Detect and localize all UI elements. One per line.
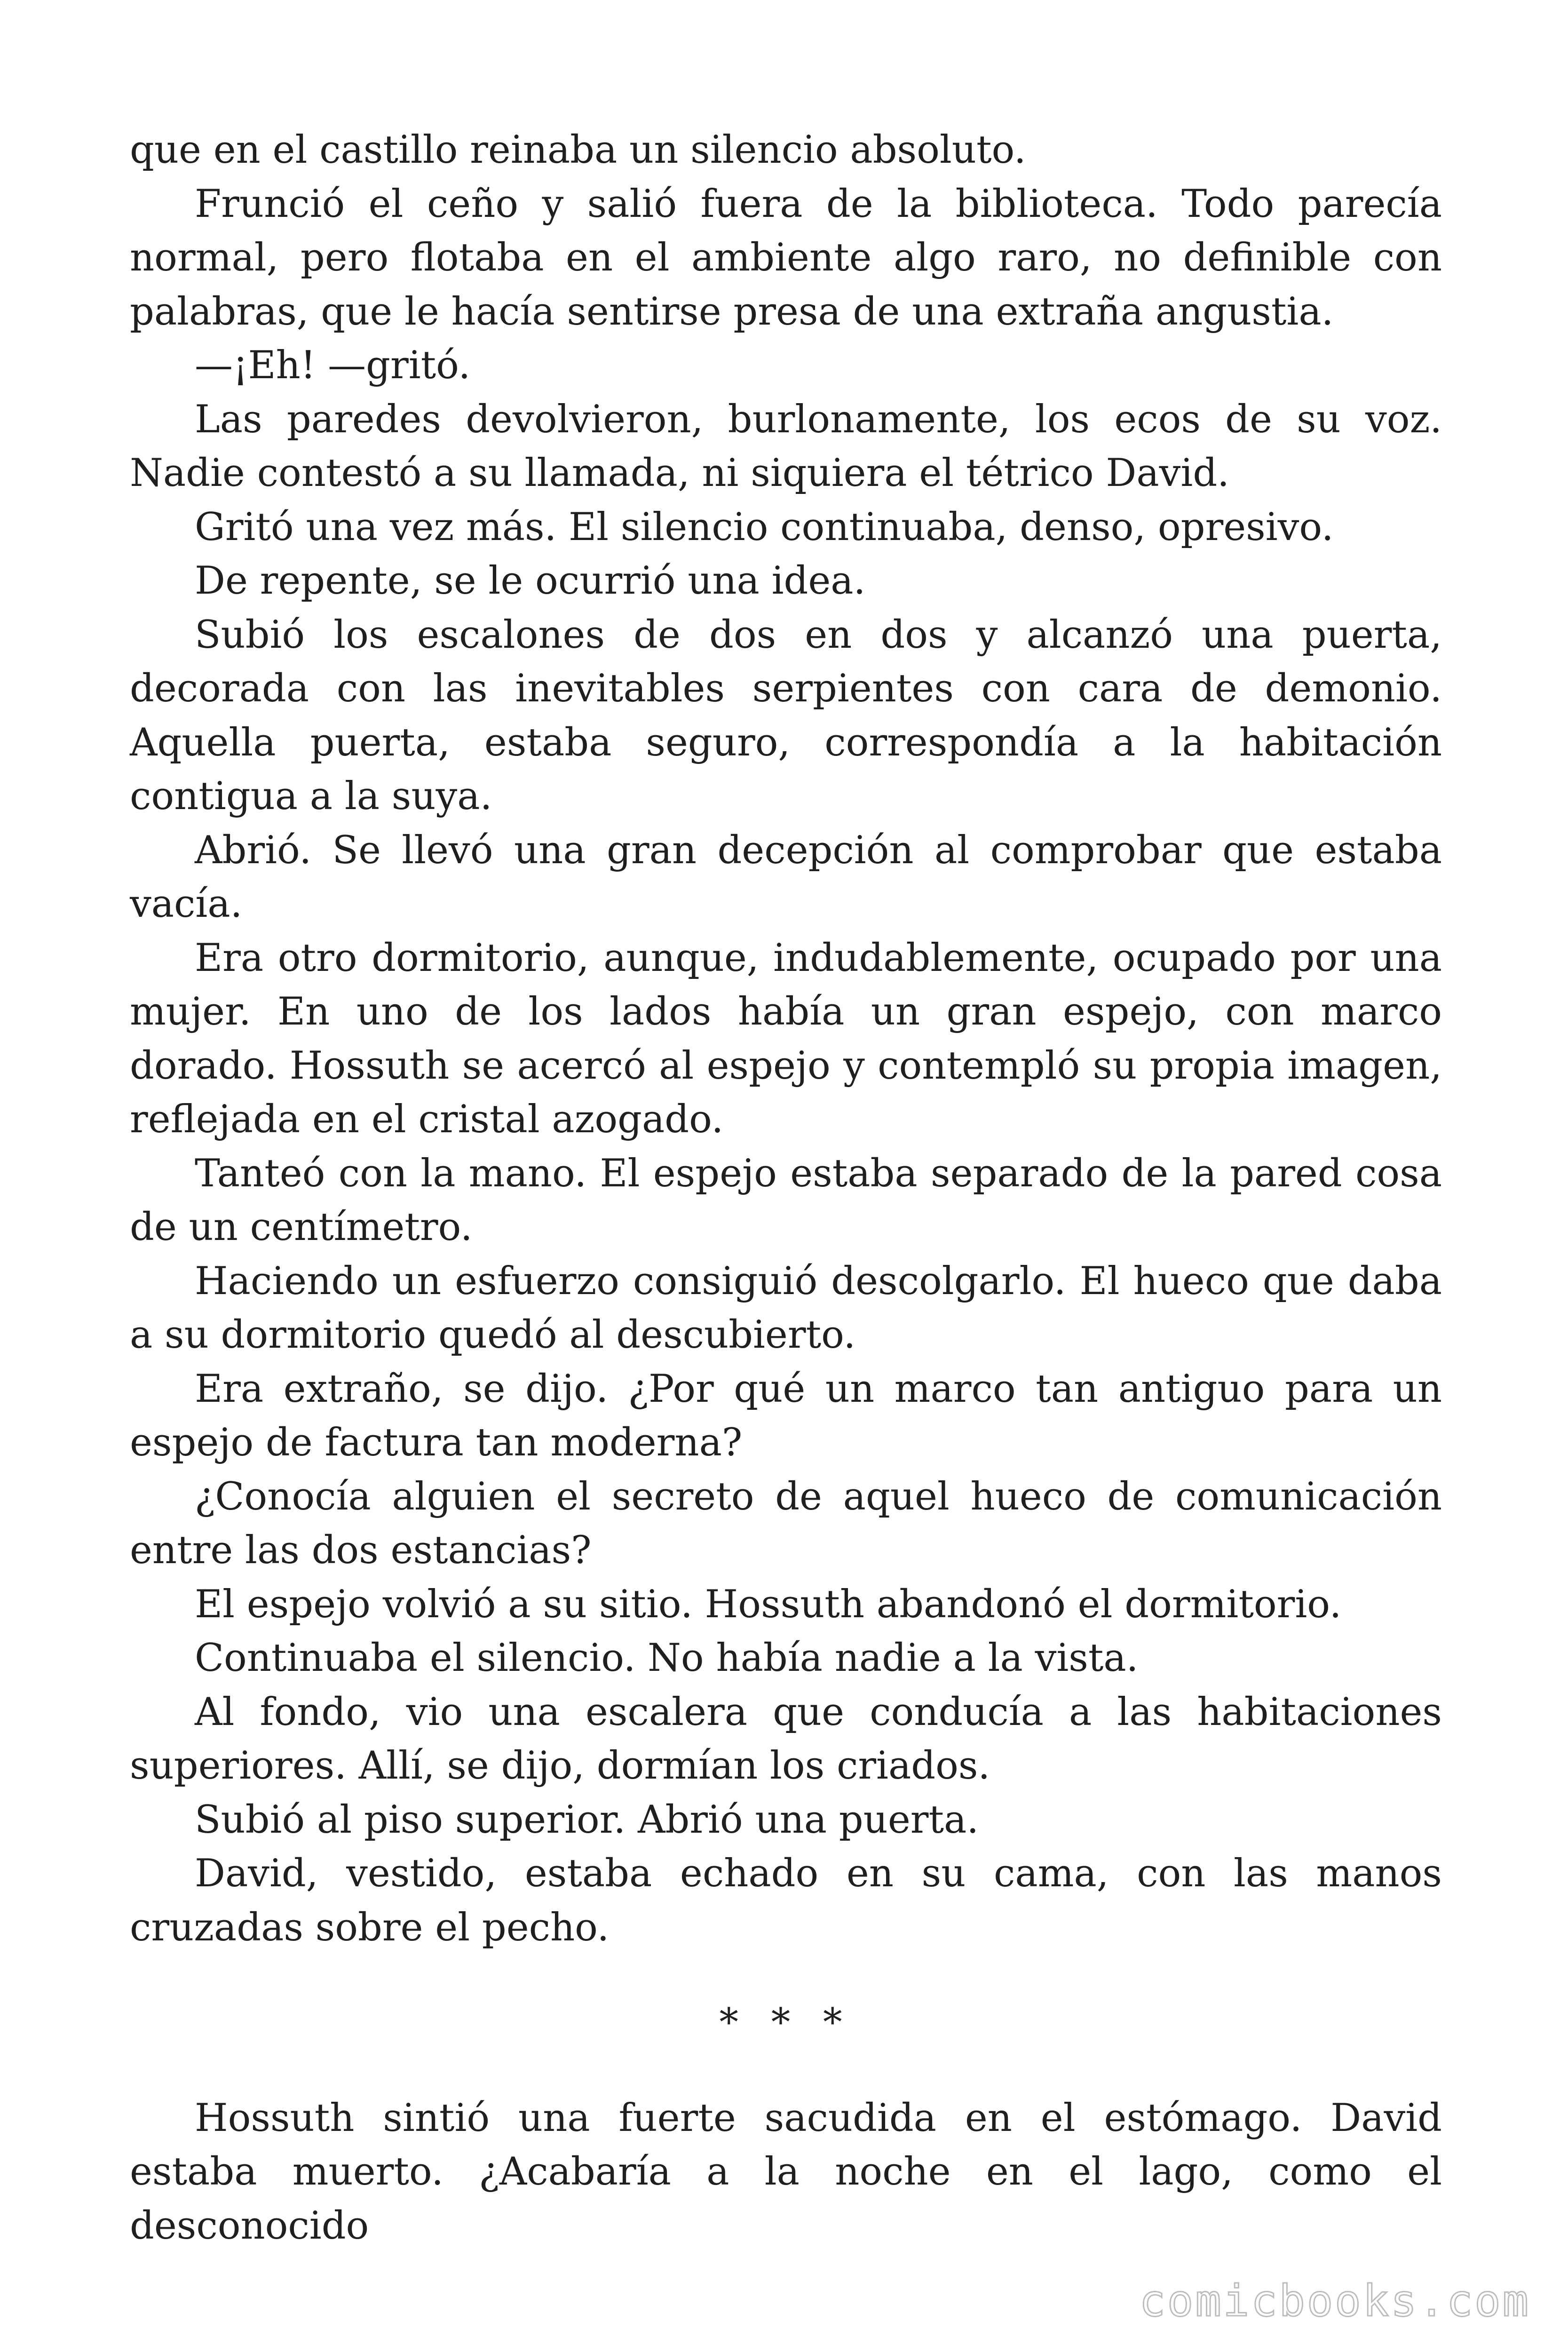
scene-break: * * * (719, 2001, 853, 2045)
paragraph: El espejo volvió a su sitio. Hossuth abandonó el dormitorio. (195, 1582, 1342, 1627)
paragraph: Subió al piso superior. Abrió una puerta. (195, 1797, 979, 1842)
paragraph: Haciendo un esfuerzo consiguió descolgarlo. El hueco que daba a su dormitorio quedó al descubierto. (130, 1259, 1442, 1357)
paragraph: Abrió. Se llevó una gran decepción al comprobar que estaba vacía. (130, 828, 1442, 926)
paragraph: De repente, se le ocurrió una idea. (195, 559, 866, 603)
watermark: comicbooks.com (1139, 2276, 1530, 2326)
paragraph: Hossuth sintió una fuerte sacudida en el estómago. David estaba muerto. ¿Acabaría a la noche en el lago, como el desconocido (130, 2096, 1442, 2248)
paragraph: que en el castillo reinaba un silencio absoluto. (130, 128, 1026, 172)
paragraph: David, vestido, estaba echado en su cama, con las manos cruzadas sobre el pecho. (130, 1851, 1442, 1950)
paragraph: Gritó una vez más. El silencio continuaba, denso, opresivo. (195, 505, 1334, 549)
paragraph: ¿Conocía alguien el secreto de aquel hueco de comunicación entre las dos estancias? (130, 1474, 1442, 1573)
paragraph: Al fondo, vio una escalera que conducía a las habitaciones superiores. Allí, se dijo, dormían los criados. (130, 1690, 1442, 1788)
paragraph: Tanteó con la mano. El espejo estaba separado de la pared cosa de un centímetro. (130, 1151, 1442, 1249)
paragraph: Subió los escalones de dos en dos y alcanzó una puerta, decorada con las inevitables serpientes con cara de demonio. Aquella puerta, estaba seguro, correspondía a la habitación contigua a la suya. (130, 612, 1442, 818)
paragraph: Continuaba el silencio. No había nadie a la vista. (195, 1636, 1139, 1680)
paragraph: Era extraño, se dijo. ¿Por qué un marco tan antiguo para un espejo de factura tan moderna? (130, 1367, 1442, 1465)
paragraph: —¡Eh! —gritó. (195, 343, 471, 388)
paragraph: Las paredes devolvieron, burlonamente, los ecos de su voz. Nadie contestó a su llamada, ni siquiera el tétrico David. (130, 397, 1442, 495)
paragraph: Era otro dormitorio, aunque, indudablemente, ocupado por una mujer. En uno de los lados había un gran espejo, con marco dorado. Hossuth se acercó al espejo y contempló su propia imagen, reflejada en el cristal azogado. (130, 936, 1442, 1142)
paragraph: Frunció el ceño y salió fuera de la biblioteca. Todo parecía normal, pero flotaba en el ambiente algo raro, no definible con palabras, que le hacía sentirse presa de una extraña angustia. (130, 182, 1442, 334)
page-body (130, 123, 1442, 2253)
